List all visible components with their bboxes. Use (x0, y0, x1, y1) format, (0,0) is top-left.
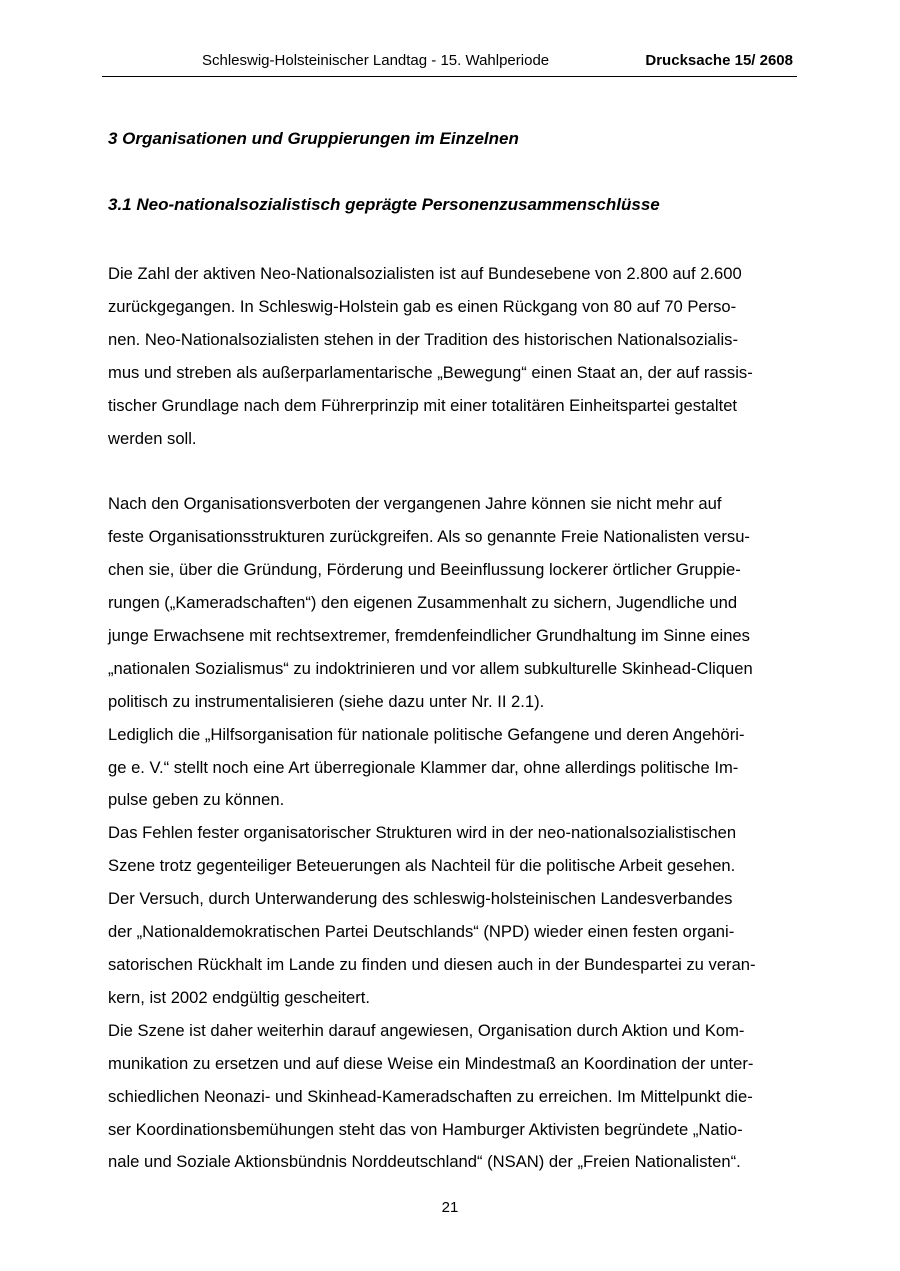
paragraph-free-nationalists: Nach den Organisationsverboten der vergangenen Jahre können sie nicht mehr auf feste Organisationsstrukturen zurückgreifen. Als so genannte Freie Nationalisten versu- chen sie, über die Gründung, Förderung und Beeinflussung lockerer örtlicher Gruppie- rungen („Kameradschaften“) den eigenen Zusammenhalt zu sichern, Jugendliche und junge Erwachsene mit rechtsextremer, fremdenfeindlicher Grundhaltung im Sinne eines „nationalen Sozialismus“ zu indoktrinieren und vor allem subkulturelle Skinhead-Cliquen politisch zu instrumentalisieren (siehe dazu unter Nr. II 2.1). (108, 494, 753, 711)
paragraph-nsan: Die Szene ist daher weiterhin darauf angewiesen, Organisation durch Aktion und Kom- munikation zu ersetzen und auf diese Weise ein Mindestmaß an Koordination der unter- schiedlichen Neonazi- und Skinhead-Kameradschaften zu erreichen. Im Mittelpunkt die- ser Koordinationsbemühungen steht das von Hamburger Aktivisten begründete „Natio- nale und Soziale Aktionsbündnis Norddeutschland“ (NSAN) der „Freien Nationalisten“. (108, 1020, 754, 1172)
paragraph-neo-nazi-count: Die Zahl der aktiven Neo-Nationalsozialisten ist auf Bundesebene von 2.800 auf 2.600 zurückgegangen. In Schleswig-Holstein gab es einen Rückgang von 80 auf 70 Perso- nen. Neo-Nationalsozialisten stehen in der Tradition des historischen Nationalsozialis- mus und streben als außerparlamentarische „Bewegung“ einen Staat an, der auf rassis- tischer Grundlage nach dem Führerprinzip mit einer totalitären Einheitspartei gestaltet werden soll. (108, 264, 753, 448)
page-header (102, 52, 797, 77)
header-title: Schleswig-Holsteinischer Landtag - 15. Wahlperiode (202, 52, 550, 69)
page-number: 21 (441, 1199, 459, 1216)
paragraph-npd: Das Fehlen fester organisatorischer Strukturen wird in der neo-nationalsozialistischen Szene trotz gegenteiliger Beteuerungen als Nachteil für die politische Arbeit gesehen. Der Versuch, durch Unterwanderung des schleswig-holsteinischen Landesverbandes der „Nationaldemokratischen Partei Deutschlands“ (NPD) wieder einen festen organi- satorischen Rückhalt im Lande zu finden und diesen auch in der Bundespartei zu veran- kern, ist 2002 endgültig gescheitert. (108, 823, 756, 1007)
paragraph-gap (108, 455, 792, 488)
section-heading: 3.1 Neo-nationalsozialistisch geprägte Personenzusammenschlüsse (108, 195, 660, 214)
paragraph-hng: Lediglich die „Hilfsorganisation für nationale politische Gefangene und deren Angehöri- ge e. V.“ stellt noch eine Art überregionale Klammer dar, ohne allerdings politische Im- pulse geben zu können. (108, 724, 745, 810)
chapter-heading: 3 Organisationen und Gruppierungen im Einzelnen (108, 129, 519, 148)
document-number: Drucksache 15/ 2608 (645, 52, 793, 69)
page-content (108, 126, 792, 1179)
